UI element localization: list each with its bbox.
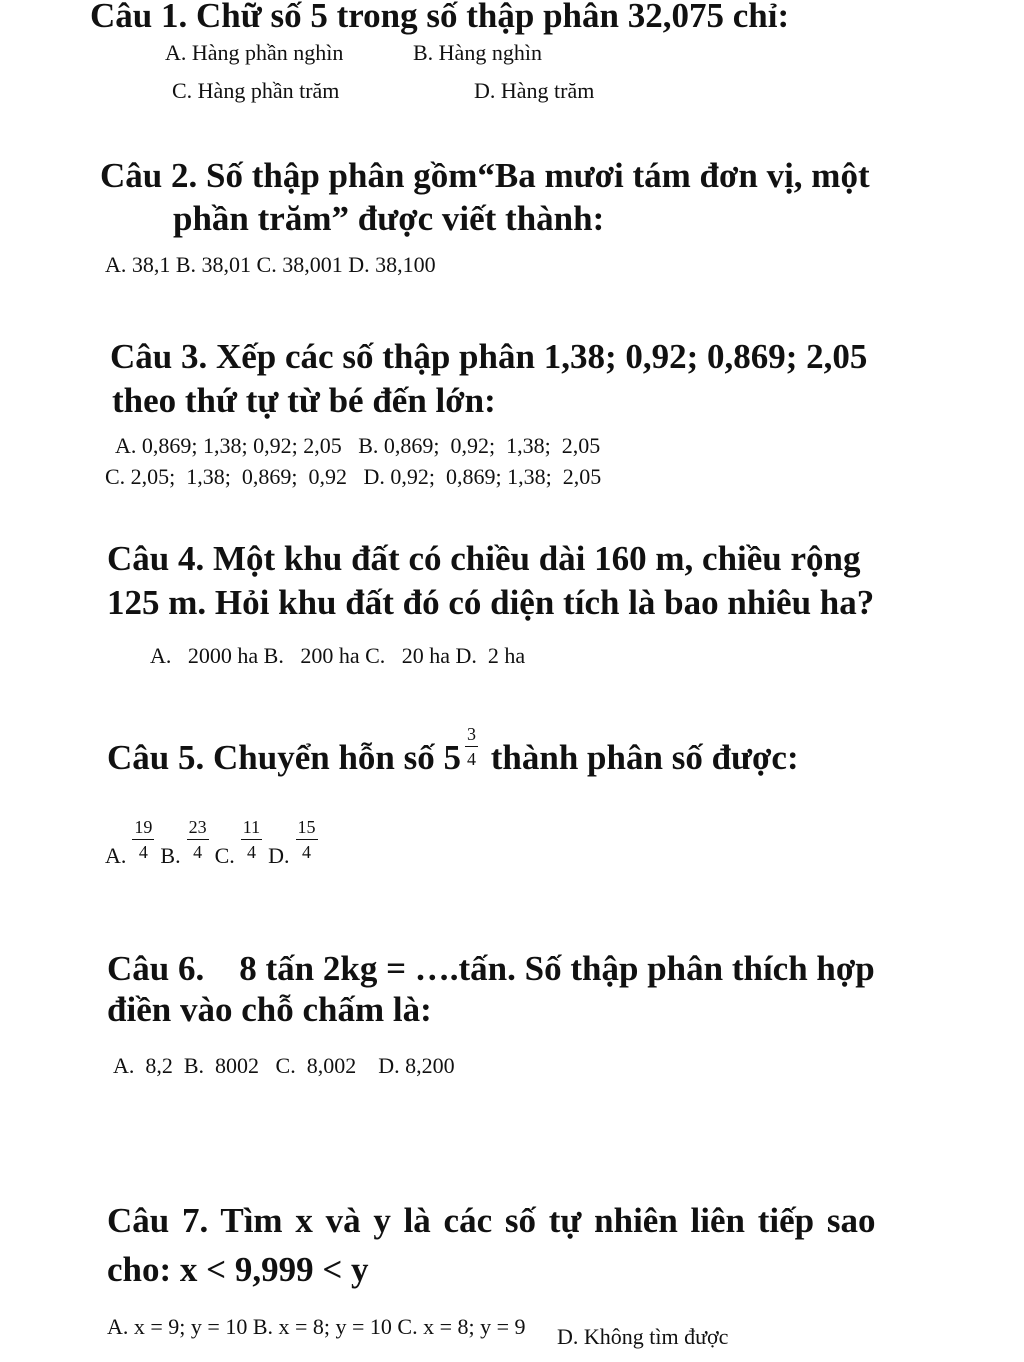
question-1-stem: Câu 1. Chữ số 5 trong số thập phân 32,075 chỉ: bbox=[90, 0, 790, 35]
question-7-options-abc: A. x = 9; y = 10 B. x = 8; y = 10 C. x = 8; y = 9 bbox=[107, 1314, 526, 1339]
question-5-stem bbox=[107, 724, 799, 782]
question-5-stem-after: thành phân số được: bbox=[490, 738, 799, 777]
option-a-numerator: 19 bbox=[132, 818, 154, 840]
option-a-label: A. bbox=[105, 842, 127, 868]
option-c-label: C. bbox=[214, 842, 235, 868]
option-b-label: B. bbox=[160, 842, 181, 868]
question-2-options: A. 38,1 B. 38,01 C. 38,001 D. 38,100 bbox=[105, 252, 436, 277]
question-3-stem-line-1: Câu 3. Xếp các số thập phân 1,38; 0,92; 0,869; 2,05 bbox=[110, 337, 868, 376]
question-1-option-b: B. Hàng nghìn bbox=[413, 40, 542, 65]
question-3-options-line-1: A. 0,869; 1,38; 0,92; 2,05 B. 0,869; 0,92; 1,38; 2,05 bbox=[115, 433, 601, 458]
question-7-stem-line-1: Câu 7. Tìm x và y là các số tự nhiên liên tiếp sao bbox=[107, 1201, 876, 1240]
option-d-fraction bbox=[296, 818, 318, 861]
question-7-stem-line-2: cho: x < 9,999 < y bbox=[107, 1250, 369, 1289]
question-5-options bbox=[105, 817, 324, 868]
question-6-stem-line-1: Câu 6. 8 tấn 2kg = ….tấn. Số thập phân thích hợp bbox=[107, 949, 875, 988]
question-7-option-d: D. Không tìm được bbox=[557, 1324, 729, 1349]
question-5-stem-before: Câu 5. Chuyển hỗn số 5 bbox=[107, 738, 461, 777]
question-6-options: A. 8,2 B. 8002 C. 8,002 D. 8,200 bbox=[113, 1053, 455, 1078]
question-6-stem-line-2: điền vào chỗ chấm là: bbox=[107, 990, 432, 1029]
question-4-stem-line-2: 125 m. Hỏi khu đất đó có diện tích là bao nhiêu ha? bbox=[107, 583, 875, 622]
option-d-denominator: 4 bbox=[302, 842, 311, 862]
question-4-options: A. 2000 ha B. 200 ha C. 20 ha D. 2 ha bbox=[150, 643, 526, 668]
option-d-numerator: 15 bbox=[296, 818, 318, 840]
question-1-option-a: A. Hàng phần nghìn bbox=[165, 40, 344, 65]
option-c-denominator: 4 bbox=[246, 842, 256, 862]
option-c-numerator: 11 bbox=[241, 818, 262, 840]
question-4-stem-line-1: Câu 4. Một khu đất có chiều dài 160 m, chiều rộng bbox=[107, 539, 861, 578]
mixed-denominator: 4 bbox=[467, 749, 476, 770]
option-b-denominator: 4 bbox=[193, 842, 203, 862]
question-2-stem-line-1: Câu 2. Số thập phân gồm“Ba mươi tám đơn vị, một bbox=[100, 156, 870, 195]
option-c-fraction bbox=[241, 818, 262, 861]
option-a-denominator: 4 bbox=[138, 842, 148, 862]
option-b-fraction bbox=[187, 818, 209, 861]
question-1-option-d: D. Hàng trăm bbox=[474, 78, 595, 103]
question-2-stem-line-2: phần trăm” được viết thành: bbox=[173, 199, 605, 238]
mixed-number-fraction bbox=[465, 725, 478, 768]
question-3-options-line-2: C. 2,05; 1,38; 0,869; 0,92 D. 0,92; 0,869; 1,38; 2,05 bbox=[105, 464, 602, 489]
option-d-label: D. bbox=[268, 842, 290, 868]
mixed-numerator: 3 bbox=[465, 725, 478, 747]
option-a-fraction bbox=[132, 818, 154, 861]
question-1-option-c: C. Hàng phần trăm bbox=[172, 78, 340, 103]
option-b-numerator: 23 bbox=[187, 818, 209, 840]
question-3-stem-line-2: theo thứ tự từ bé đến lớn: bbox=[112, 381, 496, 420]
